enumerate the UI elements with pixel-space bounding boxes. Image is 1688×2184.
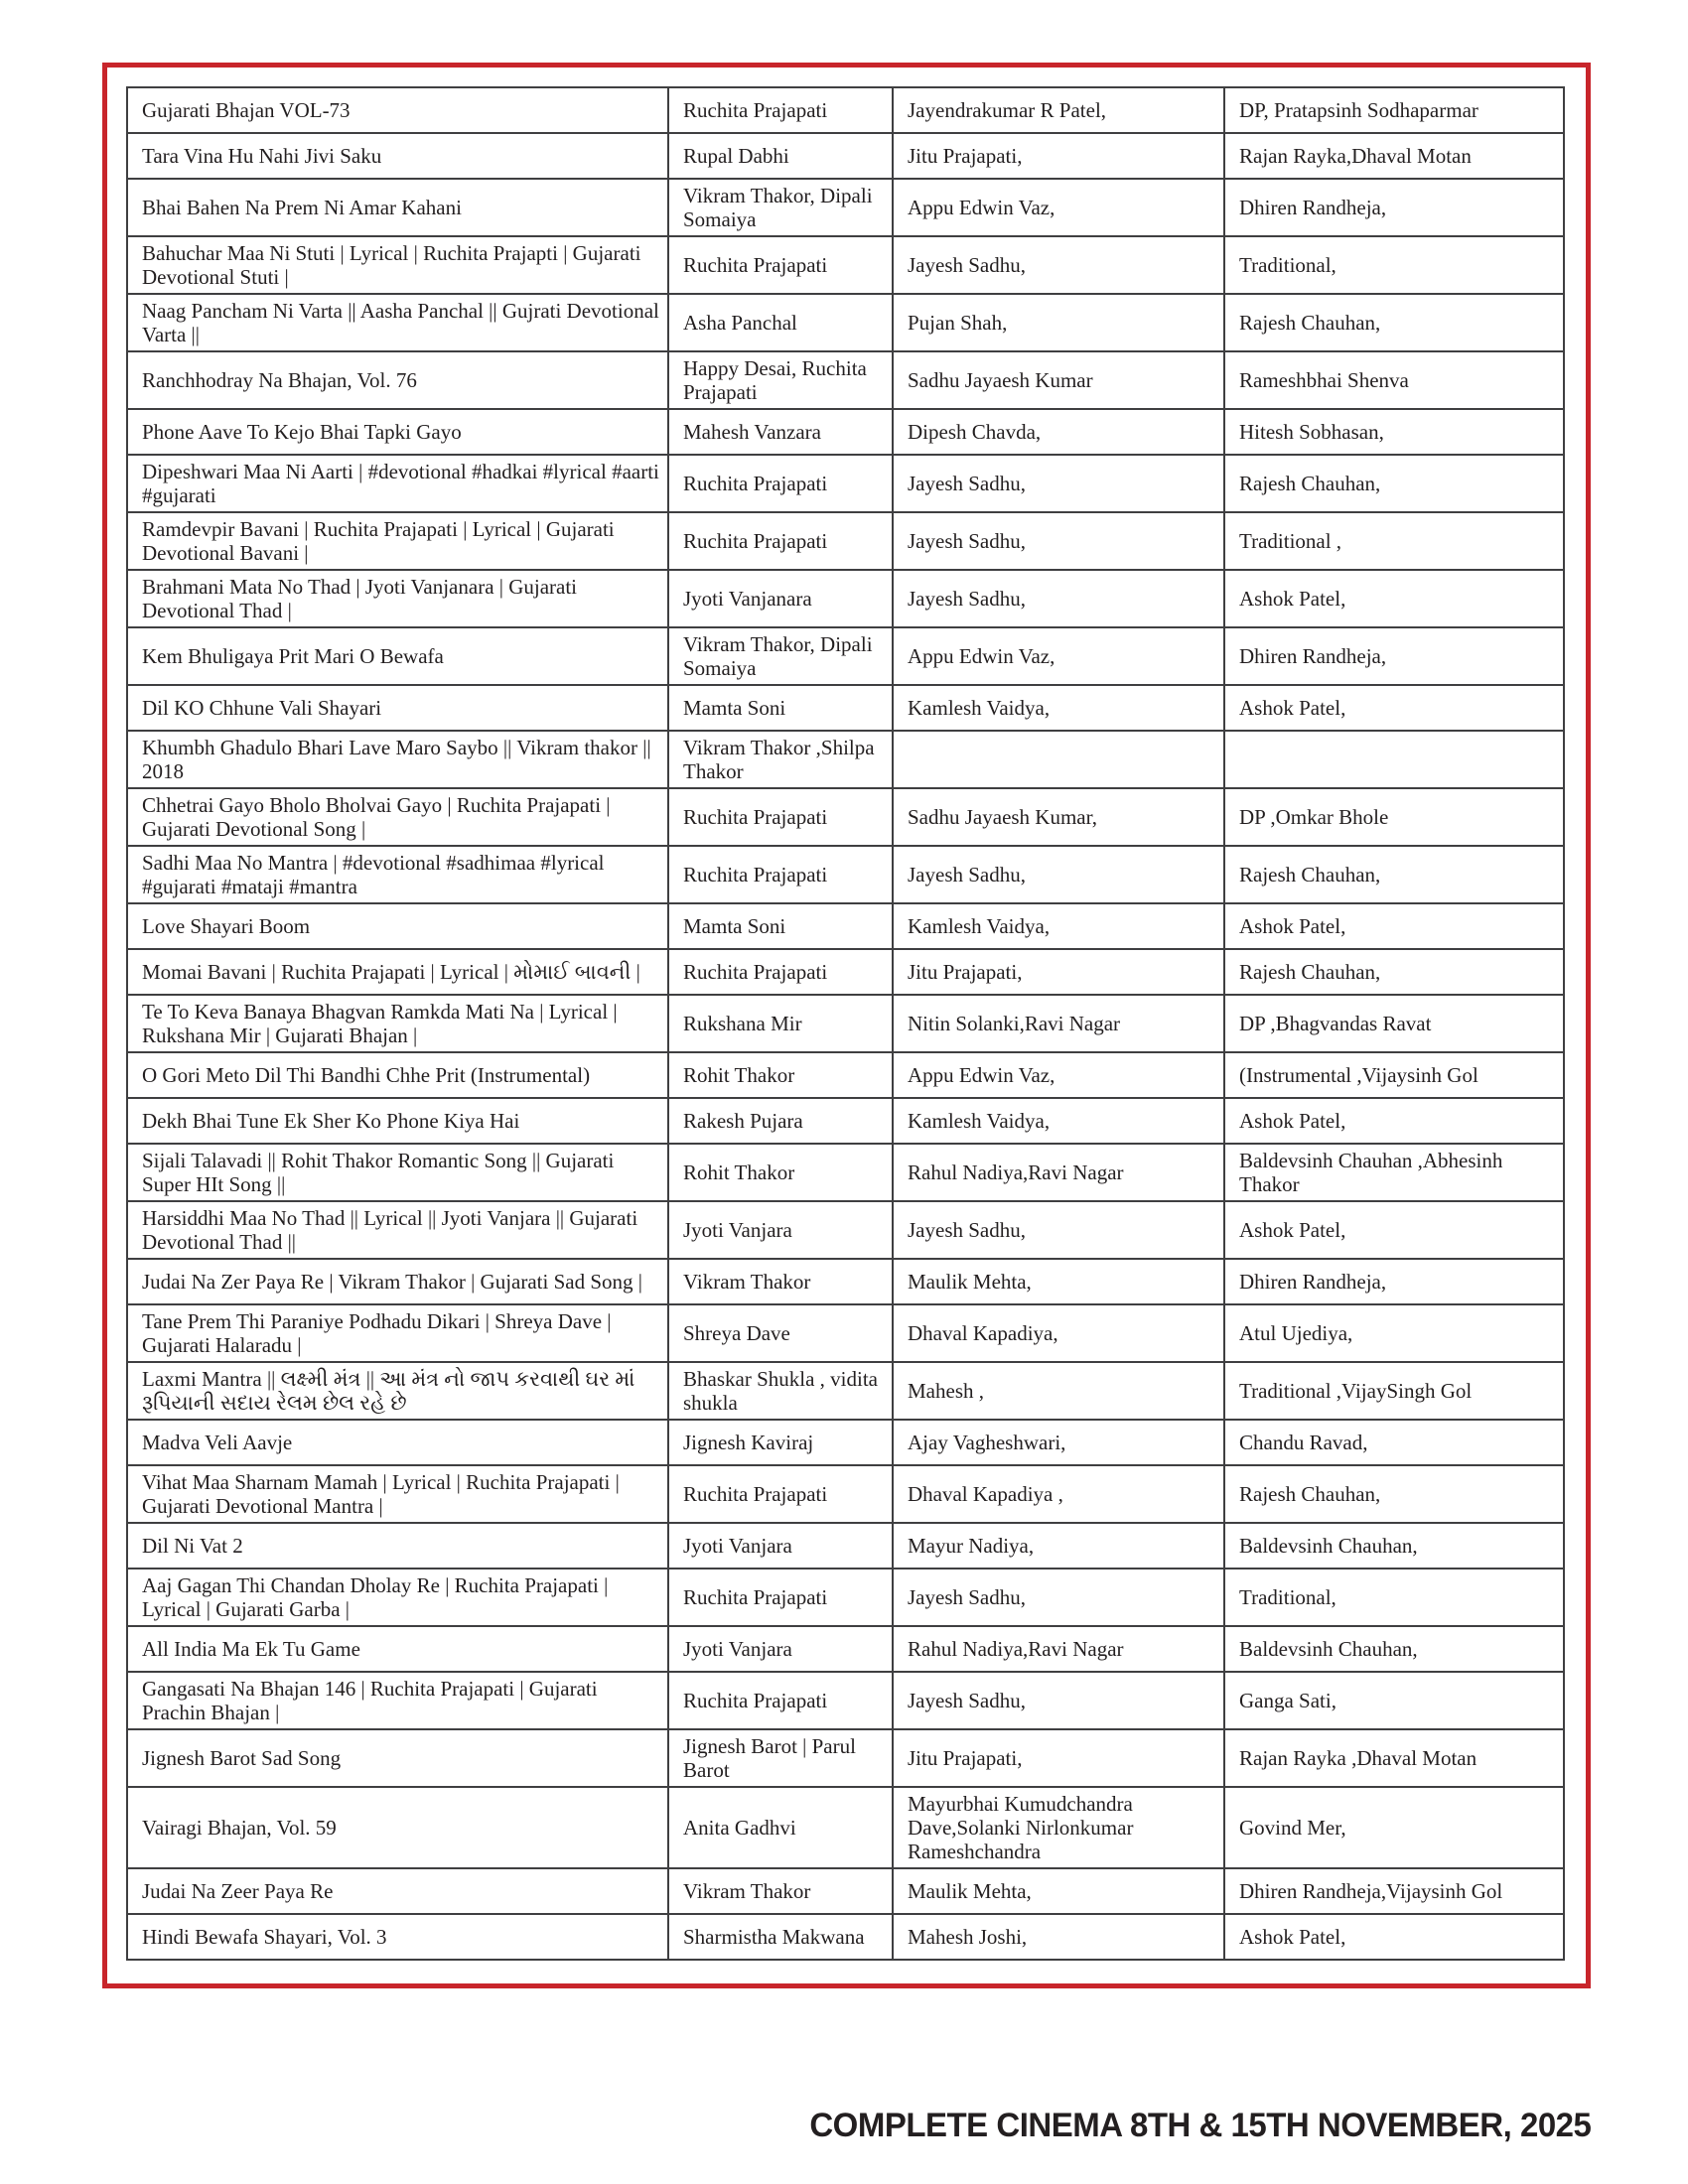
cell-song-title: Love Shayari Boom [127,903,668,949]
table-row [127,903,1564,949]
cell-song-title: Bahuchar Maa Ni Stuti | Lyrical | Ruchita Prajapti | Gujarati Devotional Stuti | [127,236,668,294]
table-row [127,1420,1564,1465]
cell-credit-2: Rajesh Chauhan, [1224,1465,1564,1523]
cell-credit-1: Appu Edwin Vaz, [893,1052,1224,1098]
table-row [127,179,1564,236]
cell-song-title: Dil KO Chhune Vali Shayari [127,685,668,731]
cell-song-title: Harsiddhi Maa No Thad || Lyrical || Jyoti Vanjara || Gujarati Devotional Thad || [127,1201,668,1259]
cell-credit-1: Sadhu Jayaesh Kumar [893,351,1224,409]
cell-artist: Vikram Thakor ,Shilpa Thakor [668,731,893,788]
songs-table [126,86,1565,1961]
cell-credit-2: Traditional ,VijaySingh Gol [1224,1362,1564,1420]
red-border-frame [102,63,1591,1988]
cell-artist: Sharmistha Makwana [668,1914,893,1960]
table-row [127,1052,1564,1098]
table-row [127,1868,1564,1914]
cell-credit-1: Kamlesh Vaidya, [893,685,1224,731]
cell-artist: Jyoti Vanjara [668,1201,893,1259]
cell-credit-2: Rajesh Chauhan, [1224,455,1564,512]
table-row [127,351,1564,409]
cell-credit-2: Traditional, [1224,236,1564,294]
table-row [127,685,1564,731]
cell-credit-2: Dhiren Randheja, [1224,1259,1564,1304]
cell-credit-1: Jayesh Sadhu, [893,570,1224,627]
cell-song-title: Kem Bhuligaya Prit Mari O Bewafa [127,627,668,685]
table-row [127,1144,1564,1201]
cell-song-title: Ramdevpir Bavani | Ruchita Prajapati | Lyrical | Gujarati Devotional Bavani | [127,512,668,570]
cell-credit-2: DP ,Omkar Bhole [1224,788,1564,846]
cell-artist: Jyoti Vanjara [668,1626,893,1672]
cell-song-title: Judai Na Zeer Paya Re [127,1868,668,1914]
cell-credit-2: DP, Pratapsinh Sodhaparmar [1224,87,1564,133]
cell-credit-2: Ashok Patel, [1224,1098,1564,1144]
cell-artist: Rakesh Pujara [668,1098,893,1144]
table-row [127,1465,1564,1523]
cell-credit-1: Mayurbhai Kumudchandra Dave,Solanki Nirlonkumar Rameshchandra [893,1787,1224,1868]
songs-table-body [127,87,1564,1960]
cell-credit-1: Kamlesh Vaidya, [893,903,1224,949]
table-row [127,1098,1564,1144]
cell-credit-1: Mayur Nadiya, [893,1523,1224,1569]
cell-artist: Jignesh Kaviraj [668,1420,893,1465]
cell-artist: Ruchita Prajapati [668,87,893,133]
table-row [127,1201,1564,1259]
cell-song-title: Tara Vina Hu Nahi Jivi Saku [127,133,668,179]
cell-song-title: Khumbh Ghadulo Bhari Lave Maro Saybo || Vikram thakor || 2018 [127,731,668,788]
cell-song-title: Dekh Bhai Tune Ek Sher Ko Phone Kiya Hai [127,1098,668,1144]
cell-credit-2: Traditional, [1224,1569,1564,1626]
cell-credit-2: Dhiren Randheja, [1224,627,1564,685]
table-row [127,627,1564,685]
table-row [127,570,1564,627]
footer-text: COMPLETE CINEMA 8TH & 15TH NOVEMBER, 2025 [808,2107,1591,2144]
cell-credit-1: Dhaval Kapadiya, [893,1304,1224,1362]
cell-artist: Ruchita Prajapati [668,236,893,294]
table-row [127,731,1564,788]
cell-artist: Ruchita Prajapati [668,949,893,995]
cell-credit-2: Rajan Rayka,Dhaval Motan [1224,133,1564,179]
cell-song-title: Laxmi Mantra || લક્ષ્મી મંત્ર || આ મંત્ર નો જાપ કરવાથી ઘર માં રૂપિયાની સદાય રેલમ છેલ રહે છે [127,1362,668,1420]
cell-credit-1: Jitu Prajapati, [893,133,1224,179]
cell-credit-1: Jayesh Sadhu, [893,1201,1224,1259]
table-row [127,1672,1564,1729]
cell-credit-2: Ashok Patel, [1224,570,1564,627]
cell-credit-2: Dhiren Randheja,Vijaysinh Gol [1224,1868,1564,1914]
table-row [127,788,1564,846]
cell-song-title: Momai Bavani | Ruchita Prajapati | Lyrical | મોમાઈ બાવની | [127,949,668,995]
table-row [127,846,1564,903]
cell-artist: Ruchita Prajapati [668,846,893,903]
table-row [127,949,1564,995]
cell-credit-1: Appu Edwin Vaz, [893,179,1224,236]
cell-song-title: Judai Na Zer Paya Re | Vikram Thakor | Gujarati Sad Song | [127,1259,668,1304]
cell-artist: Mamta Soni [668,685,893,731]
cell-song-title: Ranchhodray Na Bhajan, Vol. 76 [127,351,668,409]
cell-artist: Ruchita Prajapati [668,1465,893,1523]
table-row [127,512,1564,570]
cell-credit-2: Ashok Patel, [1224,1914,1564,1960]
cell-credit-2: Dhiren Randheja, [1224,179,1564,236]
cell-credit-2: Atul Ujediya, [1224,1304,1564,1362]
cell-artist: Vikram Thakor, Dipali Somaiya [668,179,893,236]
table-row [127,1569,1564,1626]
cell-song-title: Sadhi Maa No Mantra | #devotional #sadhimaa #lyrical #gujarati #mataji #mantra [127,846,668,903]
cell-credit-2: Ganga Sati, [1224,1672,1564,1729]
table-row [127,1259,1564,1304]
cell-credit-1: Appu Edwin Vaz, [893,627,1224,685]
cell-credit-2: Rameshbhai Shenva [1224,351,1564,409]
cell-song-title: Phone Aave To Kejo Bhai Tapki Gayo [127,409,668,455]
cell-artist: Shreya Dave [668,1304,893,1362]
cell-song-title: Jignesh Barot Sad Song [127,1729,668,1787]
cell-song-title: Gangasati Na Bhajan 146 | Ruchita Prajapati | Gujarati Prachin Bhajan | [127,1672,668,1729]
cell-song-title: Madva Veli Aavje [127,1420,668,1465]
table-row [127,236,1564,294]
cell-credit-1: Jayesh Sadhu, [893,236,1224,294]
table-row [127,455,1564,512]
cell-credit-1: Sadhu Jayaesh Kumar, [893,788,1224,846]
cell-credit-1: Dhaval Kapadiya , [893,1465,1224,1523]
cell-credit-1: Rahul Nadiya,Ravi Nagar [893,1626,1224,1672]
cell-song-title: Dil Ni Vat 2 [127,1523,668,1569]
table-row [127,1304,1564,1362]
cell-credit-2: DP ,Bhagvandas Ravat [1224,995,1564,1052]
cell-credit-2: (Instrumental ,Vijaysinh Gol [1224,1052,1564,1098]
cell-artist: Bhaskar Shukla , vidita shukla [668,1362,893,1420]
cell-credit-2: Govind Mer, [1224,1787,1564,1868]
cell-credit-1: Mahesh Joshi, [893,1914,1224,1960]
table-row [127,1787,1564,1868]
cell-credit-1: Jitu Prajapati, [893,949,1224,995]
cell-song-title: O Gori Meto Dil Thi Bandhi Chhe Prit (Instrumental) [127,1052,668,1098]
cell-artist: Vikram Thakor [668,1259,893,1304]
cell-song-title: All India Ma Ek Tu Game [127,1626,668,1672]
cell-song-title: Bhai Bahen Na Prem Ni Amar Kahani [127,179,668,236]
cell-credit-2: Hitesh Sobhasan, [1224,409,1564,455]
cell-song-title: Sijali Talavadi || Rohit Thakor Romantic Song || Gujarati Super HIt Song || [127,1144,668,1201]
cell-credit-2: Baldevsinh Chauhan, [1224,1626,1564,1672]
cell-credit-1: Jayesh Sadhu, [893,455,1224,512]
cell-artist: Mahesh Vanzara [668,409,893,455]
cell-artist: Asha Panchal [668,294,893,351]
cell-song-title: Gujarati Bhajan VOL-73 [127,87,668,133]
cell-credit-2: Rajesh Chauhan, [1224,846,1564,903]
cell-artist: Rohit Thakor [668,1052,893,1098]
cell-artist: Ruchita Prajapati [668,1569,893,1626]
cell-artist: Ruchita Prajapati [668,788,893,846]
cell-credit-1: Mahesh , [893,1362,1224,1420]
cell-credit-1: Jayesh Sadhu, [893,512,1224,570]
cell-artist: Mamta Soni [668,903,893,949]
cell-credit-1: Kamlesh Vaidya, [893,1098,1224,1144]
cell-credit-1: Nitin Solanki,Ravi Nagar [893,995,1224,1052]
table-row [127,409,1564,455]
cell-credit-2: Ashok Patel, [1224,685,1564,731]
cell-credit-2: Ashok Patel, [1224,903,1564,949]
table-row [127,1362,1564,1420]
cell-credit-1: Jayesh Sadhu, [893,1672,1224,1729]
cell-credit-1: Jayesh Sadhu, [893,846,1224,903]
cell-song-title: Naag Pancham Ni Varta || Aasha Panchal || Gujrati Devotional Varta || [127,294,668,351]
table-row [127,294,1564,351]
cell-artist: Vikram Thakor [668,1868,893,1914]
table-row [127,87,1564,133]
cell-song-title: Aaj Gagan Thi Chandan Dholay Re | Ruchita Prajapati | Lyrical | Gujarati Garba | [127,1569,668,1626]
cell-artist: Vikram Thakor, Dipali Somaiya [668,627,893,685]
table-row [127,1914,1564,1960]
cell-artist: Jignesh Barot | Parul Barot [668,1729,893,1787]
cell-artist: Ruchita Prajapati [668,1672,893,1729]
cell-artist: Rukshana Mir [668,995,893,1052]
cell-credit-2 [1224,731,1564,788]
cell-artist: Jyoti Vanjara [668,1523,893,1569]
cell-artist: Anita Gadhvi [668,1787,893,1868]
table-row [127,133,1564,179]
cell-credit-2: Traditional , [1224,512,1564,570]
cell-credit-2: Rajesh Chauhan, [1224,949,1564,995]
cell-credit-1: Ajay Vagheshwari, [893,1420,1224,1465]
cell-credit-1 [893,731,1224,788]
cell-credit-1: Pujan Shah, [893,294,1224,351]
cell-credit-2: Baldevsinh Chauhan, [1224,1523,1564,1569]
table-row [127,1626,1564,1672]
cell-credit-2: Rajan Rayka ,Dhaval Motan [1224,1729,1564,1787]
cell-credit-2: Baldevsinh Chauhan ,Abhesinh Thakor [1224,1144,1564,1201]
cell-artist: Ruchita Prajapati [668,512,893,570]
table-row [127,1523,1564,1569]
cell-credit-1: Jitu Prajapati, [893,1729,1224,1787]
cell-artist: Rohit Thakor [668,1144,893,1201]
cell-song-title: Hindi Bewafa Shayari, Vol. 3 [127,1914,668,1960]
cell-song-title: Vairagi Bhajan, Vol. 59 [127,1787,668,1868]
table-row [127,1729,1564,1787]
cell-artist: Rupal Dabhi [668,133,893,179]
cell-credit-2: Rajesh Chauhan, [1224,294,1564,351]
cell-credit-2: Ashok Patel, [1224,1201,1564,1259]
cell-song-title: Te To Keva Banaya Bhagvan Ramkda Mati Na | Lyrical | Rukshana Mir | Gujarati Bhajan | [127,995,668,1052]
cell-credit-1: Jayendrakumar R Patel, [893,87,1224,133]
cell-song-title: Vihat Maa Sharnam Mamah | Lyrical | Ruchita Prajapati | Gujarati Devotional Mantra | [127,1465,668,1523]
cell-credit-2: Chandu Ravad, [1224,1420,1564,1465]
cell-song-title: Dipeshwari Maa Ni Aarti | #devotional #hadkai #lyrical #aarti #gujarati [127,455,668,512]
cell-credit-1: Dipesh Chavda, [893,409,1224,455]
cell-song-title: Brahmani Mata No Thad | Jyoti Vanjanara | Gujarati Devotional Thad | [127,570,668,627]
cell-credit-1: Jayesh Sadhu, [893,1569,1224,1626]
cell-artist: Ruchita Prajapati [668,455,893,512]
cell-artist: Jyoti Vanjanara [668,570,893,627]
cell-credit-1: Rahul Nadiya,Ravi Nagar [893,1144,1224,1201]
cell-song-title: Tane Prem Thi Paraniye Podhadu Dikari | Shreya Dave | Gujarati Halaradu | [127,1304,668,1362]
table-row [127,995,1564,1052]
cell-credit-1: Maulik Mehta, [893,1259,1224,1304]
cell-song-title: Chhetrai Gayo Bholo Bholvai Gayo | Ruchita Prajapati | Gujarati Devotional Song | [127,788,668,846]
cell-artist: Happy Desai, Ruchita Prajapati [668,351,893,409]
cell-credit-1: Maulik Mehta, [893,1868,1224,1914]
